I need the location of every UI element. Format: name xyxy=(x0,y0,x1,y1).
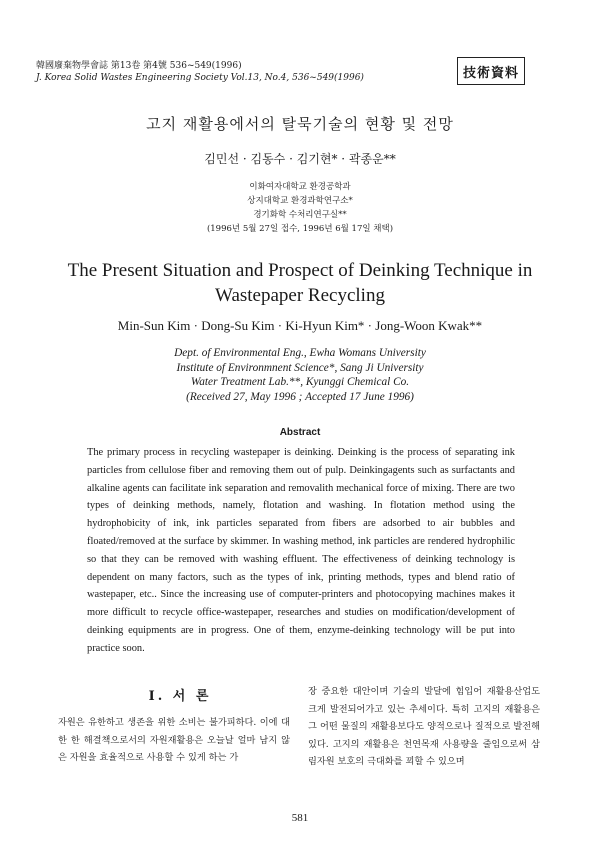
english-affiliation: Water Treatment Lab.**, Kyunggi Chemical Co. xyxy=(190,376,410,388)
article-type-label: 技術資料 xyxy=(457,57,525,85)
journal-korean-line: 韓國廢棄物學會誌 第13卷 第4號 536~549(1996) xyxy=(36,61,242,71)
english-affiliation: Institute of Environmnent Science*, Sang Ji University xyxy=(176,361,424,374)
section-heading: Ⅰ. 서 론 xyxy=(148,689,212,704)
body-text-left-column: 자원은 유한하고 생존을 위한 소비는 불가피하다. 이에 대한 한 해결책으로서의 자원재활용은 오늘날 얼마 남지 않은 자원을 효율적으로 사용할 수 있게 하는 가 xyxy=(58,717,290,763)
journal-english-line: J. Korea Solid Wastes Engineering Society Vol.13, No.4, 536~549(1996) xyxy=(36,73,364,83)
body-text-right-column: 장 중요한 대안이며 기술의 발달에 힘입어 재활용산업도 크게 발전되어가고 있는 추세이다. 특히 고지의 재활용은 그 어떤 물질의 재활용보다도 양적으로나 질적으로 발전해 있다. 고지의 재활용은 천연목재 사용량을 줄임으로써 삼림자원 보호의 극대화를 꾀할 수 있으며 xyxy=(308,686,540,767)
received-dates-english: (Received 27, May 1996 ; Accepted 17 June 1996) xyxy=(186,390,414,403)
abstract-text: The primary process in recycling wastepaper is deinking. Deinking is the process of separating ink particles from cellulose fiber and removing them out of pulp. Deinkingagents such as surfactants and alkaline agents can facilitate ink separation and removalith mechanical force of mixing. There are two types of deinking methods, namely, flotation and washing. In flotation method using the hydrophobicity of ink, ink particles separated from fibers are adsorbed to air bubbles and floated/removed at the surface by skimmer. In washing method, ink particles are rendered hydrophilic so that they can be removed with washing effluent. The effectiveness of deinking technology is dependent on many factors, such as the types of ink, printing methods, types and blend ratio of wastepaper, etc.. Since the increasing use of computer-printers and photocopying machines makes it more difficult to recycle office-wastepaper, researches and studies on modification/development of deinking equipments are in progress. One of them, enzyme-deinking technology will be put into practice soon. xyxy=(87,447,515,654)
korean-affiliation: 경기화학 수처리연구실** xyxy=(253,210,347,220)
korean-affiliation: 상지대학교 환경과학연구소* xyxy=(247,196,353,206)
english-affiliations xyxy=(0,346,600,404)
english-affiliation: Dept. of Environmental Eng., Ewha Womans University xyxy=(174,347,426,359)
korean-affiliation: 이화여자대학교 환경공학과 xyxy=(249,182,351,192)
korean-authors: 김민선 · 김동수 · 김기현* · 곽종운** xyxy=(204,152,396,166)
received-dates-korean: (1996년 5월 27일 접수, 1996년 6월 17일 채택) xyxy=(206,224,394,234)
korean-title: 고지 재활용에서의 탈묵기술의 현황 및 전망 xyxy=(146,115,454,133)
english-title xyxy=(40,258,560,308)
abstract-heading: Abstract xyxy=(279,427,321,438)
english-authors: Min-Sun Kim · Dong-Su Kim · Ki-Hyun Kim* · Jong-Woon Kwak** xyxy=(117,318,483,333)
korean-affiliations xyxy=(0,180,600,236)
english-title-line: Wastepaper Recycling xyxy=(215,285,385,306)
english-title-line: The Present Situation and Prospect of Deinking Technique in xyxy=(67,260,533,281)
page-number: 581 xyxy=(291,812,309,824)
journal-header xyxy=(36,60,364,84)
